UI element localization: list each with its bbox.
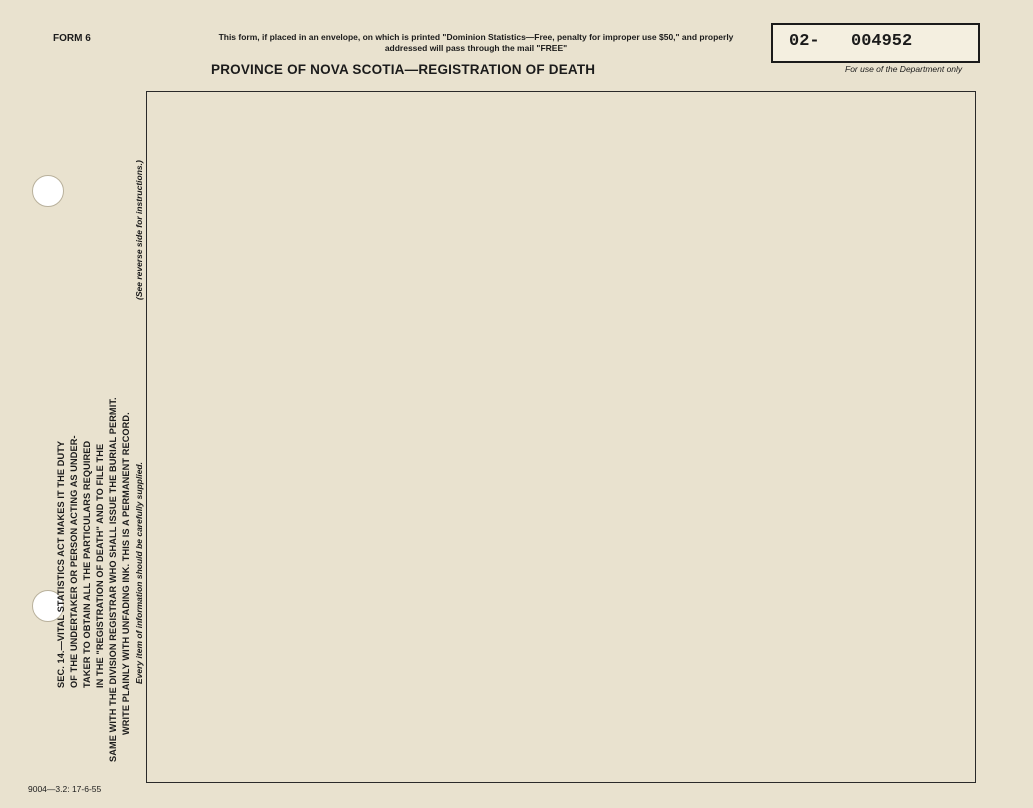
side-instruction-5: SAME WITH THE DIVISION REGISTRAR WHO SHALL ISSUE THE BURIAL PERMIT. bbox=[108, 397, 118, 762]
form-label: FORM 6 bbox=[53, 33, 91, 44]
form-code: 9004—3.2: 17-6-55 bbox=[28, 784, 102, 794]
side-instruction-3: TAKER TO OBTAIN ALL THE PARTICULARS REQUIRED bbox=[82, 440, 92, 688]
side-instruction-8: (See reverse side for instructions.) bbox=[134, 160, 144, 300]
side-instruction-4: IN THE "REGISTRATION OF DEATH" AND TO FILE THE bbox=[95, 443, 105, 688]
free-mail-notice: This form, if placed in an envelope, on which is printed "Dominion Statistics—Free, penalty for improper use $50," and properly addressed will pass through the mail "FREE" bbox=[218, 32, 734, 53]
form-frame bbox=[146, 91, 976, 783]
registration-prefix: 02- bbox=[789, 32, 820, 51]
side-instruction-6: WRITE PLAINLY WITH UNFADING INK. THIS IS A PERMANENT RECORD. bbox=[121, 412, 131, 735]
binder-hole-top bbox=[32, 175, 64, 207]
side-instruction-7: Every item of information should be carefully supplied. bbox=[134, 462, 144, 684]
registration-number: 004952 bbox=[851, 32, 913, 51]
form-title: PROVINCE OF NOVA SCOTIA—REGISTRATION OF DEATH bbox=[211, 62, 596, 77]
side-instruction-2: OF THE UNDERTAKER OR PERSON ACTING AS UNDER- bbox=[69, 435, 79, 688]
registration-number-box bbox=[771, 23, 980, 63]
department-use-note: For use of the Department only bbox=[845, 64, 963, 74]
side-instruction-1: SEC. 14.—VITAL STATISTICS ACT MAKES IT THE DUTY bbox=[56, 440, 66, 688]
